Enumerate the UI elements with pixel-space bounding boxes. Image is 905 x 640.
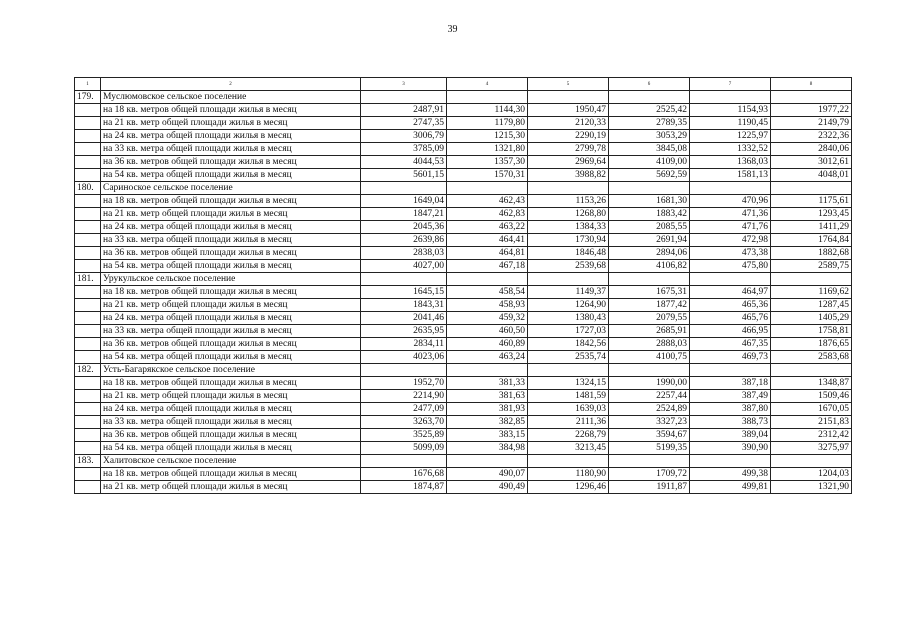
row-label: на 21 кв. метр общей площади жилья в месяц	[101, 390, 361, 403]
row-label: на 21 кв. метр общей площади жилья в месяц	[101, 117, 361, 130]
table-row	[75, 351, 852, 364]
value-cell: 1846,48	[528, 247, 609, 260]
value-cell: 3053,29	[609, 130, 690, 143]
empty-cell	[771, 455, 852, 468]
value-cell: 1149,37	[528, 286, 609, 299]
column-index-cell: 7	[690, 78, 771, 91]
value-cell: 2685,91	[609, 325, 690, 338]
value-cell: 4023,06	[361, 351, 447, 364]
table-row	[75, 403, 852, 416]
row-label: на 33 кв. метра общей площади жилья в месяц	[101, 416, 361, 429]
empty-cell	[528, 455, 609, 468]
value-cell: 1950,47	[528, 104, 609, 117]
value-cell: 1357,30	[447, 156, 528, 169]
empty-cell	[690, 91, 771, 104]
value-cell: 1709,72	[609, 468, 690, 481]
value-cell: 467,18	[447, 260, 528, 273]
value-cell: 1570,31	[447, 169, 528, 182]
value-cell: 1175,61	[771, 195, 852, 208]
column-index-cell: 8	[771, 78, 852, 91]
value-cell: 2535,74	[528, 351, 609, 364]
section-header-row	[75, 364, 852, 377]
value-cell: 2487,91	[361, 104, 447, 117]
value-cell: 1727,03	[528, 325, 609, 338]
row-label: на 24 кв. метра общей площади жилья в месяц	[101, 312, 361, 325]
empty-number-cell	[75, 416, 101, 429]
row-label: на 18 кв. метров общей площади жилья в месяц	[101, 286, 361, 299]
column-index-cell: 5	[528, 78, 609, 91]
value-cell: 2151,83	[771, 416, 852, 429]
value-cell: 1321,90	[771, 481, 852, 494]
empty-cell	[771, 182, 852, 195]
value-cell: 1877,42	[609, 299, 690, 312]
empty-cell	[447, 364, 528, 377]
empty-cell	[528, 182, 609, 195]
value-cell: 1368,03	[690, 156, 771, 169]
value-cell: 464,81	[447, 247, 528, 260]
row-label: на 33 кв. метра общей площади жилья в месяц	[101, 143, 361, 156]
value-cell: 473,38	[690, 247, 771, 260]
empty-cell	[447, 91, 528, 104]
value-cell: 1882,68	[771, 247, 852, 260]
value-cell: 1384,33	[528, 221, 609, 234]
empty-cell	[361, 91, 447, 104]
empty-number-cell	[75, 117, 101, 130]
value-cell: 2525,42	[609, 104, 690, 117]
empty-number-cell	[75, 169, 101, 182]
row-label: на 24 кв. метра общей площади жилья в месяц	[101, 130, 361, 143]
value-cell: 1758,81	[771, 325, 852, 338]
value-cell: 3988,82	[528, 169, 609, 182]
value-cell: 3845,08	[609, 143, 690, 156]
value-cell: 459,32	[447, 312, 528, 325]
value-cell: 471,76	[690, 221, 771, 234]
value-cell: 389,04	[690, 429, 771, 442]
empty-cell	[447, 455, 528, 468]
table-row	[75, 468, 852, 481]
value-cell: 1169,62	[771, 286, 852, 299]
value-cell: 1411,29	[771, 221, 852, 234]
value-cell: 1911,87	[609, 481, 690, 494]
value-cell: 2539,68	[528, 260, 609, 273]
page-number: 39	[447, 24, 458, 35]
empty-number-cell	[75, 481, 101, 494]
row-label: на 18 кв. метров общей площади жилья в месяц	[101, 195, 361, 208]
value-cell: 3006,79	[361, 130, 447, 143]
value-cell: 1293,45	[771, 208, 852, 221]
value-cell: 2257,44	[609, 390, 690, 403]
value-cell: 471,36	[690, 208, 771, 221]
value-cell: 1581,13	[690, 169, 771, 182]
value-cell: 387,80	[690, 403, 771, 416]
empty-number-cell	[75, 377, 101, 390]
value-cell: 2894,06	[609, 247, 690, 260]
empty-number-cell	[75, 130, 101, 143]
value-cell: 1268,80	[528, 208, 609, 221]
table-row	[75, 195, 852, 208]
table-row	[75, 156, 852, 169]
value-cell: 1639,03	[528, 403, 609, 416]
empty-cell	[690, 182, 771, 195]
section-number: 181.	[75, 273, 101, 286]
row-label: на 24 кв. метра общей площади жилья в месяц	[101, 221, 361, 234]
empty-cell	[609, 364, 690, 377]
empty-cell	[771, 364, 852, 377]
value-cell: 2268,79	[528, 429, 609, 442]
value-cell: 1847,21	[361, 208, 447, 221]
column-index-cell: 6	[609, 78, 690, 91]
table-row	[75, 234, 852, 247]
value-cell: 3594,67	[609, 429, 690, 442]
value-cell: 381,63	[447, 390, 528, 403]
empty-cell	[771, 91, 852, 104]
row-label: на 24 кв. метра общей площади жилья в месяц	[101, 403, 361, 416]
table-row	[75, 117, 852, 130]
empty-number-cell	[75, 156, 101, 169]
value-cell: 2969,64	[528, 156, 609, 169]
row-label: на 21 кв. метр общей площади жилья в месяц	[101, 208, 361, 221]
value-cell: 4048,01	[771, 169, 852, 182]
column-index-cell: 1	[75, 78, 101, 91]
empty-cell	[528, 364, 609, 377]
section-header-row	[75, 182, 852, 195]
value-cell: 472,98	[690, 234, 771, 247]
value-cell: 1153,26	[528, 195, 609, 208]
value-cell: 1764,84	[771, 234, 852, 247]
table-row	[75, 377, 852, 390]
value-cell: 458,93	[447, 299, 528, 312]
table-body	[75, 78, 852, 494]
table-row	[75, 325, 852, 338]
value-cell: 381,33	[447, 377, 528, 390]
value-cell: 460,89	[447, 338, 528, 351]
row-label: на 54 кв. метра общей площади жилья в месяц	[101, 351, 361, 364]
column-index-row	[75, 78, 852, 91]
value-cell: 1321,80	[447, 143, 528, 156]
empty-cell	[609, 182, 690, 195]
empty-cell	[690, 273, 771, 286]
value-cell: 2589,75	[771, 260, 852, 273]
value-cell: 5692,59	[609, 169, 690, 182]
value-cell: 462,83	[447, 208, 528, 221]
value-cell: 4106,82	[609, 260, 690, 273]
row-label: на 33 кв. метра общей площади жилья в месяц	[101, 234, 361, 247]
value-cell: 2639,86	[361, 234, 447, 247]
table-row	[75, 143, 852, 156]
value-cell: 463,24	[447, 351, 528, 364]
value-cell: 1842,56	[528, 338, 609, 351]
empty-number-cell	[75, 234, 101, 247]
empty-cell	[361, 364, 447, 377]
value-cell: 458,54	[447, 286, 528, 299]
value-cell: 1649,04	[361, 195, 447, 208]
table-row	[75, 338, 852, 351]
row-label: на 36 кв. метров общей площади жилья в месяц	[101, 156, 361, 169]
table-row	[75, 416, 852, 429]
section-number: 182.	[75, 364, 101, 377]
value-cell: 499,38	[690, 468, 771, 481]
value-cell: 2477,09	[361, 403, 447, 416]
table-row	[75, 208, 852, 221]
section-title: Усть-Багарякское сельское поселение	[101, 364, 361, 377]
table-row	[75, 221, 852, 234]
table-row	[75, 299, 852, 312]
table-row	[75, 390, 852, 403]
value-cell: 1670,05	[771, 403, 852, 416]
table-row	[75, 130, 852, 143]
table-row	[75, 286, 852, 299]
row-label: на 21 кв. метр общей площади жилья в месяц	[101, 299, 361, 312]
row-label: на 18 кв. метров общей площади жилья в месяц	[101, 104, 361, 117]
value-cell: 5099,09	[361, 442, 447, 455]
value-cell: 382,85	[447, 416, 528, 429]
row-label: на 33 кв. метра общей площади жилья в месяц	[101, 325, 361, 338]
value-cell: 1730,94	[528, 234, 609, 247]
value-cell: 1204,03	[771, 468, 852, 481]
value-cell: 1883,42	[609, 208, 690, 221]
value-cell: 3213,45	[528, 442, 609, 455]
value-cell: 3275,97	[771, 442, 852, 455]
value-cell: 2838,03	[361, 247, 447, 260]
value-cell: 1977,22	[771, 104, 852, 117]
value-cell: 2840,06	[771, 143, 852, 156]
table-row	[75, 260, 852, 273]
empty-number-cell	[75, 312, 101, 325]
value-cell: 1179,80	[447, 117, 528, 130]
table-row	[75, 247, 852, 260]
section-title: Муслюмовское сельское поселение	[101, 91, 361, 104]
value-cell: 1681,30	[609, 195, 690, 208]
section-header-row	[75, 91, 852, 104]
empty-cell	[361, 182, 447, 195]
empty-number-cell	[75, 338, 101, 351]
value-cell: 3327,23	[609, 416, 690, 429]
empty-cell	[690, 455, 771, 468]
value-cell: 1874,87	[361, 481, 447, 494]
empty-cell	[528, 91, 609, 104]
value-cell: 499,81	[690, 481, 771, 494]
table-row	[75, 169, 852, 182]
empty-number-cell	[75, 260, 101, 273]
value-cell: 2041,46	[361, 312, 447, 325]
value-cell: 384,98	[447, 442, 528, 455]
value-cell: 2691,94	[609, 234, 690, 247]
value-cell: 1876,65	[771, 338, 852, 351]
row-label: на 54 кв. метра общей площади жилья в месяц	[101, 169, 361, 182]
section-header-row	[75, 455, 852, 468]
empty-cell	[361, 273, 447, 286]
value-cell: 470,96	[690, 195, 771, 208]
value-cell: 1154,93	[690, 104, 771, 117]
value-cell: 387,18	[690, 377, 771, 390]
value-cell: 2111,36	[528, 416, 609, 429]
empty-number-cell	[75, 325, 101, 338]
table-row	[75, 442, 852, 455]
table-row	[75, 429, 852, 442]
empty-number-cell	[75, 299, 101, 312]
row-label: на 36 кв. метров общей площади жилья в месяц	[101, 338, 361, 351]
value-cell: 5601,15	[361, 169, 447, 182]
empty-number-cell	[75, 143, 101, 156]
value-cell: 3785,09	[361, 143, 447, 156]
section-number: 180.	[75, 182, 101, 195]
value-cell: 4044,53	[361, 156, 447, 169]
column-index-cell: 4	[447, 78, 528, 91]
value-cell: 464,97	[690, 286, 771, 299]
value-cell: 1180,90	[528, 468, 609, 481]
empty-cell	[528, 273, 609, 286]
value-cell: 2214,90	[361, 390, 447, 403]
value-cell: 387,49	[690, 390, 771, 403]
column-index-cell: 3	[361, 78, 447, 91]
empty-number-cell	[75, 390, 101, 403]
value-cell: 2789,35	[609, 117, 690, 130]
value-cell: 4100,75	[609, 351, 690, 364]
value-cell: 1380,43	[528, 312, 609, 325]
value-cell: 465,36	[690, 299, 771, 312]
value-cell: 464,41	[447, 234, 528, 247]
empty-number-cell	[75, 104, 101, 117]
row-label: на 54 кв. метра общей площади жилья в месяц	[101, 260, 361, 273]
value-cell: 466,95	[690, 325, 771, 338]
value-cell: 469,73	[690, 351, 771, 364]
value-cell: 4027,00	[361, 260, 447, 273]
value-cell: 1481,59	[528, 390, 609, 403]
value-cell: 490,49	[447, 481, 528, 494]
value-cell: 3525,89	[361, 429, 447, 442]
empty-number-cell	[75, 195, 101, 208]
row-label: на 36 кв. метров общей площади жилья в месяц	[101, 429, 361, 442]
empty-number-cell	[75, 468, 101, 481]
tariff-table	[74, 77, 852, 494]
empty-cell	[609, 273, 690, 286]
value-cell: 1675,31	[609, 286, 690, 299]
empty-number-cell	[75, 286, 101, 299]
section-number: 179.	[75, 91, 101, 104]
value-cell: 5199,35	[609, 442, 690, 455]
empty-number-cell	[75, 351, 101, 364]
value-cell: 2524,89	[609, 403, 690, 416]
row-label: на 18 кв. метров общей площади жилья в месяц	[101, 468, 361, 481]
section-title: Урукульское сельское поселение	[101, 273, 361, 286]
value-cell: 1264,90	[528, 299, 609, 312]
value-cell: 2312,42	[771, 429, 852, 442]
value-cell: 1296,46	[528, 481, 609, 494]
value-cell: 1144,30	[447, 104, 528, 117]
value-cell: 383,15	[447, 429, 528, 442]
section-title: Сариноское сельское поселение	[101, 182, 361, 195]
section-header-row	[75, 273, 852, 286]
value-cell: 1990,00	[609, 377, 690, 390]
value-cell: 381,93	[447, 403, 528, 416]
value-cell: 2747,35	[361, 117, 447, 130]
value-cell: 1405,29	[771, 312, 852, 325]
empty-number-cell	[75, 221, 101, 234]
value-cell: 2834,11	[361, 338, 447, 351]
empty-number-cell	[75, 403, 101, 416]
value-cell: 475,80	[690, 260, 771, 273]
value-cell: 2079,55	[609, 312, 690, 325]
value-cell: 1225,97	[690, 130, 771, 143]
empty-cell	[361, 455, 447, 468]
empty-cell	[447, 273, 528, 286]
value-cell: 4109,00	[609, 156, 690, 169]
table-row	[75, 104, 852, 117]
empty-cell	[447, 182, 528, 195]
value-cell: 1190,45	[690, 117, 771, 130]
empty-number-cell	[75, 247, 101, 260]
value-cell: 1348,87	[771, 377, 852, 390]
value-cell: 2290,19	[528, 130, 609, 143]
table-row	[75, 312, 852, 325]
empty-number-cell	[75, 442, 101, 455]
value-cell: 2149,79	[771, 117, 852, 130]
value-cell: 2085,55	[609, 221, 690, 234]
table-row	[75, 481, 852, 494]
value-cell: 1324,15	[528, 377, 609, 390]
value-cell: 2322,36	[771, 130, 852, 143]
value-cell: 3263,70	[361, 416, 447, 429]
value-cell: 1287,45	[771, 299, 852, 312]
value-cell: 462,43	[447, 195, 528, 208]
value-cell: 1332,52	[690, 143, 771, 156]
row-label: на 36 кв. метров общей площади жилья в месяц	[101, 247, 361, 260]
empty-cell	[609, 91, 690, 104]
value-cell: 2888,03	[609, 338, 690, 351]
row-label: на 21 кв. метр общей площади жилья в месяц	[101, 481, 361, 494]
empty-number-cell	[75, 429, 101, 442]
value-cell: 2635,95	[361, 325, 447, 338]
empty-number-cell	[75, 208, 101, 221]
value-cell: 1843,31	[361, 299, 447, 312]
value-cell: 490,07	[447, 468, 528, 481]
value-cell: 1952,70	[361, 377, 447, 390]
value-cell: 390,90	[690, 442, 771, 455]
empty-cell	[771, 273, 852, 286]
value-cell: 465,76	[690, 312, 771, 325]
empty-cell	[690, 364, 771, 377]
value-cell: 2799,78	[528, 143, 609, 156]
column-index-cell: 2	[101, 78, 361, 91]
row-label: на 18 кв. метров общей площади жилья в месяц	[101, 377, 361, 390]
value-cell: 3012,61	[771, 156, 852, 169]
row-label: на 54 кв. метра общей площади жилья в месяц	[101, 442, 361, 455]
value-cell: 467,35	[690, 338, 771, 351]
section-title: Халитовское сельское поселение	[101, 455, 361, 468]
value-cell: 463,22	[447, 221, 528, 234]
value-cell: 1676,68	[361, 468, 447, 481]
value-cell: 460,50	[447, 325, 528, 338]
value-cell: 2045,36	[361, 221, 447, 234]
value-cell: 2120,33	[528, 117, 609, 130]
value-cell: 2583,68	[771, 351, 852, 364]
value-cell: 1215,30	[447, 130, 528, 143]
value-cell: 1645,15	[361, 286, 447, 299]
empty-cell	[609, 455, 690, 468]
section-number: 183.	[75, 455, 101, 468]
value-cell: 1509,46	[771, 390, 852, 403]
value-cell: 388,73	[690, 416, 771, 429]
